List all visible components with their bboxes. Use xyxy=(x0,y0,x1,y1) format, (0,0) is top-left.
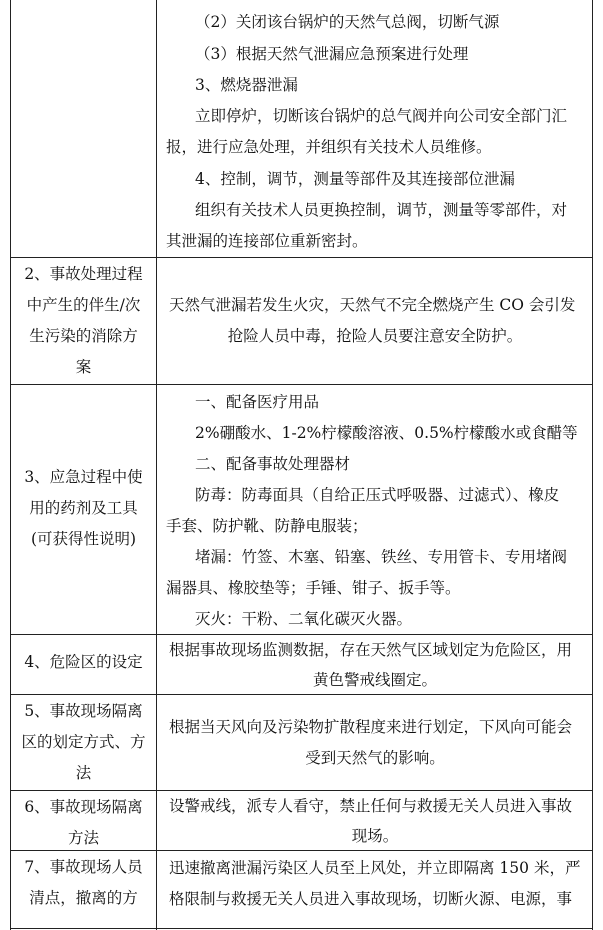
row-label-line: 区的划定方式、方 xyxy=(21,733,146,751)
paragraph-line: 立即停炉，切断该台锅炉的总气阀并向公司安全部门汇 xyxy=(195,107,568,125)
row-label xyxy=(10,259,157,383)
table-border-bottom xyxy=(10,928,593,929)
paragraph-line: 黄色警戒线圈定。 xyxy=(312,671,437,689)
paragraph-line: 组织有关技术人员更换控制，调节，测量等零部件，对 xyxy=(195,201,568,219)
paragraph-line: （3）根据天然气泄漏应急预案进行处理 xyxy=(195,45,469,63)
section-heading: 4、控制，调节，测量等部件及其连接部位泄漏 xyxy=(195,170,515,188)
row-label-line: 4、危险区的设定 xyxy=(24,653,143,671)
paragraph-line: 设警戒线，派专人看守，禁止任何与救援无关人员进入事故 xyxy=(169,797,573,815)
row-label-line: 2、事故处理过程 xyxy=(24,265,143,283)
row-label-line: 3、应急过程中使 xyxy=(24,468,143,486)
row-label xyxy=(10,792,157,854)
row-label-line: 6、事故现场隔离 xyxy=(24,798,143,816)
row-label-line: 案 xyxy=(75,358,92,376)
row-content xyxy=(157,635,593,694)
emergency-plan-table xyxy=(10,0,593,930)
paragraph-line: （2）关闭该台锅炉的天然气总阀，切断气源 xyxy=(195,13,500,31)
row-label-line: 7、事故现场人员 xyxy=(24,858,143,876)
row-label xyxy=(10,696,157,789)
paragraph-line: 灭火：干粉、二氧化碳灭火器。 xyxy=(195,610,413,628)
paragraph-line: 2%硼酸水、1-2%柠檬酸溶液、0.5%柠檬酸水或食醋等 xyxy=(195,424,578,442)
row-label-line: 5、事故现场隔离 xyxy=(24,702,143,720)
row-label-line: 法 xyxy=(75,764,92,782)
paragraph-line: 天然气泄漏若发生火灾，天然气不完全燃烧产生 CO 会引发 xyxy=(169,296,576,314)
paragraph-line: 现场。 xyxy=(351,827,399,845)
paragraph-line: 根据事故现场监测数据，存在天然气区域划定为危险区，用 xyxy=(169,641,573,659)
row-label-line: 方法 xyxy=(67,829,99,847)
row-content xyxy=(157,851,593,928)
section-heading: 二、配备事故处理器材 xyxy=(195,455,351,473)
paragraph-line: 抢险人员中毒，抢险人员要注意安全防护。 xyxy=(227,327,523,345)
paragraph-line: 报，进行应急处理，并组织有关技术人员维修。 xyxy=(166,138,492,156)
row-label xyxy=(10,647,157,678)
row-content xyxy=(157,258,593,384)
row-label-line: 生污染的消除方 xyxy=(29,327,138,345)
paragraph-line: 格限制与救援无关人员进入事故现场，切断火源、电源，事 xyxy=(169,890,573,908)
row-label xyxy=(10,462,157,555)
row-label-line: 中产生的伴生/次 xyxy=(26,296,141,314)
paragraph-line: 受到天然气的影响。 xyxy=(305,749,445,767)
section-heading: 3、燃烧器泄漏 xyxy=(195,76,298,94)
paragraph-line: 迅速撤离泄漏污染区人员至上风处，并立即隔离 150 米，严 xyxy=(169,859,581,877)
paragraph-line: 手套、防护靴、防静电服装； xyxy=(166,517,368,535)
row-content xyxy=(157,791,593,850)
paragraph-line: 漏器具、橡胶垫等；手锤、钳子、扳手等。 xyxy=(166,579,461,597)
paragraph-line: 堵漏：竹签、木塞、铅塞、铁丝、专用管卡、专用堵阀 xyxy=(195,548,568,566)
row-label-line: 用的药剂及工具 xyxy=(29,499,138,517)
paragraph-line: 防毒：防毒面具（自给正压式呼吸器、过滤式）、橡皮 xyxy=(195,486,560,504)
section-heading: 一、配备医疗用品 xyxy=(195,393,320,411)
row-label xyxy=(10,852,157,914)
row-content xyxy=(157,385,593,634)
paragraph-line: 根据当天风向及污染物扩散程度来进行划定，下风向可能会 xyxy=(169,718,573,736)
row-label-line: (可获得性说明) xyxy=(30,530,137,548)
continued-content-cell xyxy=(157,0,593,257)
paragraph-line: 其泄漏的连接部位重新密封。 xyxy=(166,232,368,250)
row-content xyxy=(157,695,593,790)
row-label-line: 清点，撤离的方 xyxy=(29,889,138,907)
